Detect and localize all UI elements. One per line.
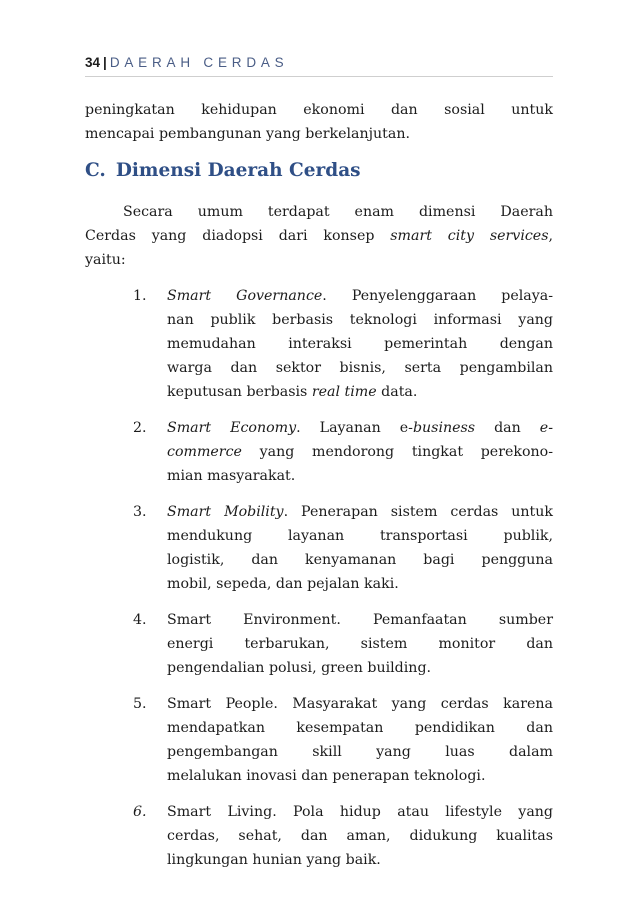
item-line	[167, 500, 553, 524]
running-header	[85, 55, 553, 70]
header-rule	[85, 76, 553, 77]
text-run: yang mendorong tingkat perekono-	[241, 444, 553, 460]
item-line: pengendalian polusi, green building.	[167, 660, 432, 676]
paragraph-line	[85, 224, 553, 248]
paragraph-line: yaitu:	[85, 252, 126, 268]
running-title: DAERAH CERDAS	[109, 55, 289, 70]
item-line: pengembangan skill yang luas dalam	[167, 744, 553, 760]
item-number: 1.	[133, 288, 147, 304]
italic-term: e-	[539, 420, 553, 436]
item-line	[167, 440, 553, 464]
item-text	[167, 800, 553, 872]
list-item	[133, 284, 553, 404]
text-run: . Penyelenggaraan pelaya-	[322, 288, 553, 304]
item-line: melalukan inovasi dan penerapan teknologi.	[167, 768, 486, 784]
intro-continuation-paragraph	[85, 98, 553, 146]
item-line: lingkungan hunian yang baik.	[167, 852, 381, 868]
list-item	[133, 608, 553, 680]
item-line: warga dan sektor bisnis, serta pengambilan	[167, 360, 553, 376]
item-line: mendukung layanan transportasi publik,	[167, 528, 553, 544]
item-text	[167, 500, 553, 596]
text-run: keputusan berbasis	[167, 384, 312, 400]
text-run: Cerdas yang diadopsi dari konsep	[85, 228, 391, 244]
item-number: 2.	[133, 420, 147, 436]
header-separator: |	[103, 55, 107, 70]
section-title: Dimensi Daerah Cerdas	[115, 160, 361, 181]
text-run: . Layanan e-	[296, 420, 413, 436]
item-line: energi terbarukan, sistem monitor dan	[167, 636, 553, 652]
text-run: . Penerapan sistem cerdas untuk	[283, 504, 553, 520]
item-text	[167, 284, 553, 404]
item-line: memudahan interaksi pemerintah dengan	[167, 336, 553, 352]
text-run: dan	[475, 420, 540, 436]
item-line: Smart Living. Pola hidup atau lifestyle yang	[167, 804, 553, 820]
item-line: nan publik berbasis teknologi informasi yang	[167, 312, 553, 328]
list-item	[133, 416, 553, 488]
item-line: mobil, sepeda, dan pejalan kaki.	[167, 576, 399, 592]
paragraph-line: peningkatan kehidupan ekonomi dan sosial untuk	[85, 102, 553, 118]
section-letter: C.	[85, 160, 106, 181]
dimension-list	[133, 284, 553, 884]
section-intro-paragraph	[85, 200, 553, 272]
item-line: Smart People. Masyarakat yang cerdas karena	[167, 696, 553, 712]
item-number: 4.	[133, 612, 147, 628]
list-item	[133, 800, 553, 872]
item-line	[167, 284, 553, 308]
page-number: 34	[85, 55, 101, 70]
text-run: data.	[376, 384, 418, 400]
item-line: cerdas, sehat, dan aman, didukung kualitas	[167, 828, 553, 844]
item-text	[167, 416, 553, 488]
italic-term: Smart Mobility	[167, 504, 284, 520]
list-item	[133, 500, 553, 596]
item-text	[167, 608, 553, 680]
italic-term: smart city services	[390, 228, 549, 244]
item-number: 6.	[133, 804, 147, 820]
paragraph-line: Secara umum terdapat enam dimensi Daerah	[123, 204, 553, 220]
section-heading	[85, 160, 553, 181]
italic-term: real time	[311, 384, 377, 400]
item-number: 5.	[133, 696, 147, 712]
item-text	[167, 692, 553, 788]
italic-term: Smart Governance	[167, 288, 323, 304]
item-line	[167, 416, 553, 440]
italic-term: Smart Economy	[167, 420, 297, 436]
item-line	[167, 380, 553, 404]
item-line: mian masyarakat.	[167, 468, 296, 484]
italic-term: business	[412, 420, 476, 436]
list-item	[133, 692, 553, 788]
item-line: logistik, dan kenyamanan bagi pengguna	[167, 552, 553, 568]
italic-term: commerce	[167, 444, 242, 460]
item-line: mendapatkan kesempatan pendidikan dan	[167, 720, 553, 736]
item-line: Smart Environment. Pemanfaatan sumber	[167, 612, 553, 628]
text-run: ,	[548, 228, 554, 244]
paragraph-line: mencapai pembangunan yang berkelanjutan.	[85, 126, 410, 142]
item-number: 3.	[133, 504, 147, 520]
